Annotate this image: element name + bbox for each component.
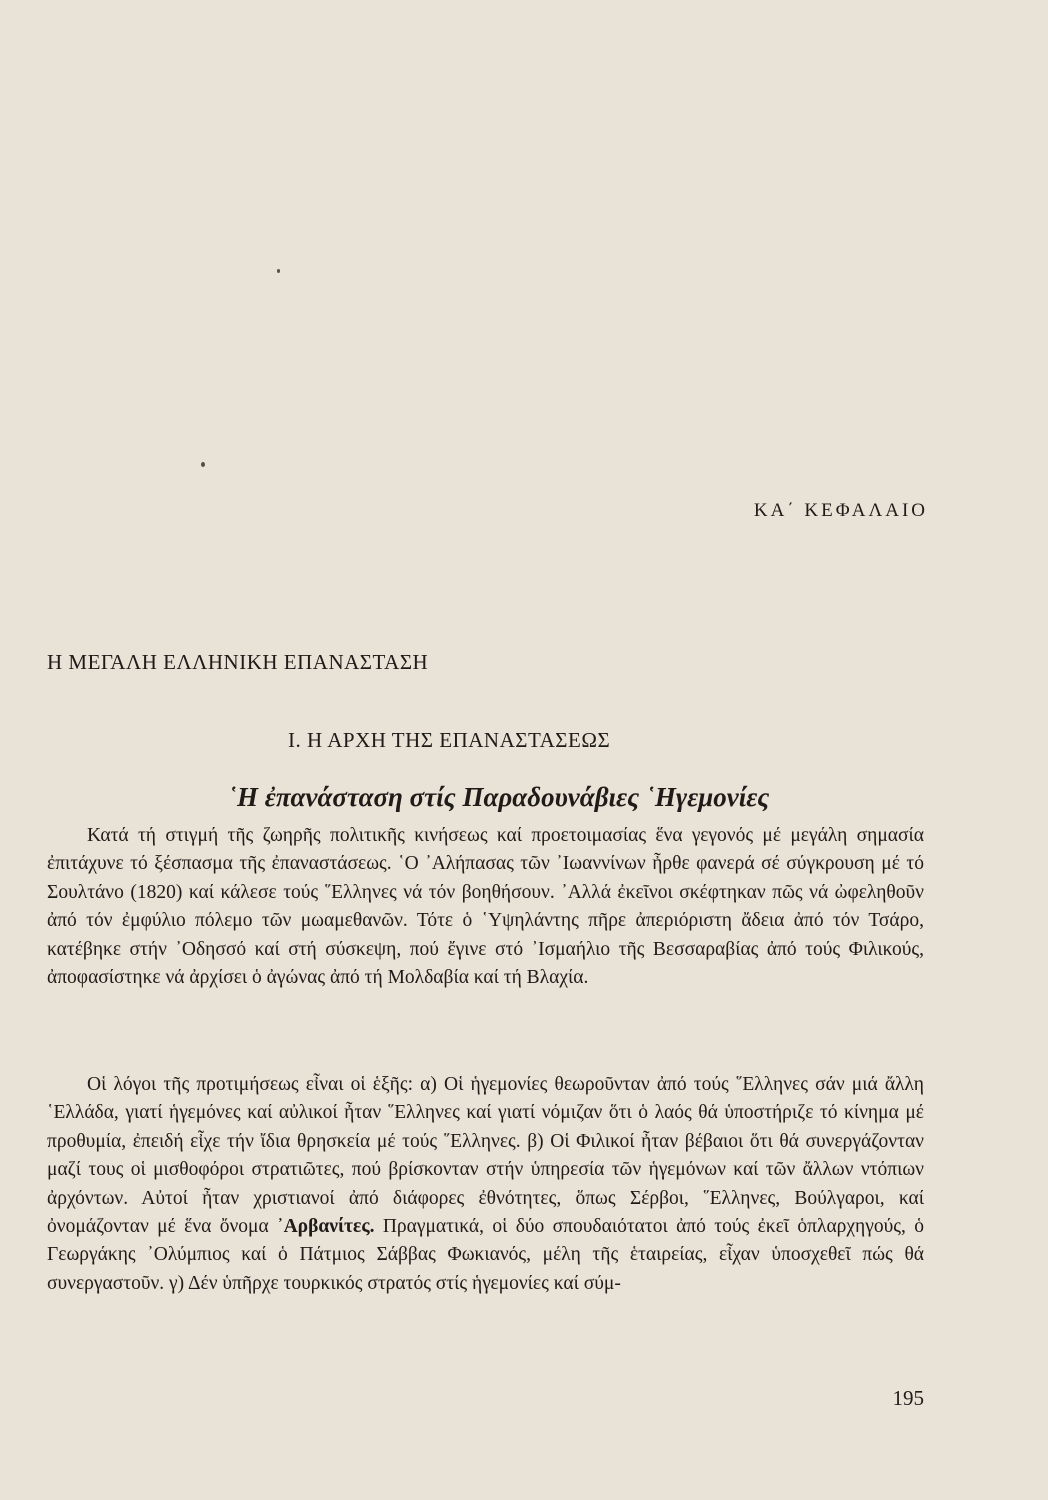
print-speck xyxy=(277,269,280,273)
chapter-label: ΚΑ΄ ΚΕΦΑΛΑΙΟ xyxy=(753,500,928,521)
paragraph-2-text-end: Πραγματικά, οἱ δύο σπουδαιότατοι ἀπό τούς ἐκεῖ ὁπλαρχηγούς, ὁ Γεωργάκης ᾿Ολύμπιος καί ὁ Πάτμιος Σάββας Φωκιανός, μέλη τῆς ἑταιρείας, εἶχαν ὑποσχεθεῖ πώς θά συνεργαστοῦν. γ) Δέν ὑπῆρχε τουρκικός στρατός στίς ἡγεμονίες καί σύμ- xyxy=(47,1216,924,1294)
term-arvanites: ᾿Αρβανίτες. xyxy=(277,1216,375,1238)
paragraph-2-text-start: Οἱ λόγοι τῆς προτιμήσεως εἶναι οἱ ἑξῆς: α) Οἱ ἡγεμονίες θεωροῦνταν ἀπό τούς ῞Ελληνες σάν μιά ἄλλη ῾Ελλάδα, γιατί ἡγεμόνες καί αὐλικοί ἦταν ῞Ελληνες καί γιατί νόμιζαν ὅτι ὁ λαός θά ὑποστήριζε τό κίνημα μέ προθυμία, ἐπειδή εἶχε τήν ἴδια θρησκεία μέ τούς ῞Ελληνες. β) Οἱ Φιλικοί ἦταν βέβαιοι ὅτι θά συνεργάζονταν μαζί τους οἱ μισθοφόροι στρατιῶτες, πού βρίσκονταν στήν ὑπηρεσία τῶν ἡγεμόνων καί τῶν ἄλλων ντόπιων ἀρχόντων. Αὐτοί ἦταν χριστιανοί ἀπό διάφορες ἐθνότητες, ὅπως Σέρβοι, ῞Ελληνες, Βούλγαροι, καί ὀνομάζονταν μέ ἕνα ὄνομα xyxy=(47,1074,924,1238)
subsection-title: ῾Η ἐπανάσταση στίς Παραδουνάβιες ῾Ηγεμονίες xyxy=(228,782,770,812)
part-title: Η ΜΕΓΑΛΗ ΕΛΛΗΝΙΚΗ ΕΠΑΝΑΣΤΑΣΗ xyxy=(47,650,429,674)
print-speck xyxy=(201,462,205,467)
paragraph-1-text: Κατά τή στιγμή τῆς ζωηρῆς πολιτικῆς κινήσεως καί προετοιμασίας ἕνα γεγονός μέ μεγάλη σημασία ἐπιτάχυνε τό ξέσπασμα τῆς ἐπαναστάσεως. ῾Ο ᾿Αλήπασας τῶν ᾿Ιωαννίνων ἦρθε φανερά σέ σύγκρουση μέ τό Σουλτάνο (1820) καί κάλεσε τούς ῞Ελληνες νά τόν βοηθήσουν. ᾿Αλλά ἐκεῖνοι σκέφτηκαν πῶς νά ὠφεληθοῦν ἀπό τόν ἐμφύλιο πόλεμο τῶν μωαμεθανῶν. Τότε ὁ ῾Υψηλάντης πῆρε ἀπεριόριστη ἄδεια ἀπό τόν Τσάρο, κατέβηκε στήν ᾿Οδησσό καί στή σύσκεψη, πού ἔγινε στό ᾿Ισμαήλιο τῆς Βεσσαραβίας ἀπό τούς Φιλικούς, ἀποφασίστηκε νά ἀρχίσει ὁ ἀγώνας ἀπό τή Μολδαβία καί τή Βλαχία. xyxy=(47,825,924,989)
paragraph-1 xyxy=(47,822,924,992)
paragraph-2 xyxy=(47,1071,924,1298)
page-number: 195 xyxy=(892,1386,924,1410)
section-title: Ι. Η ΑΡΧΗ ΤΗΣ ΕΠΑΝΑΣΤΑΣΕΩΣ xyxy=(288,728,611,752)
paragraph-2-text xyxy=(47,1071,924,1298)
